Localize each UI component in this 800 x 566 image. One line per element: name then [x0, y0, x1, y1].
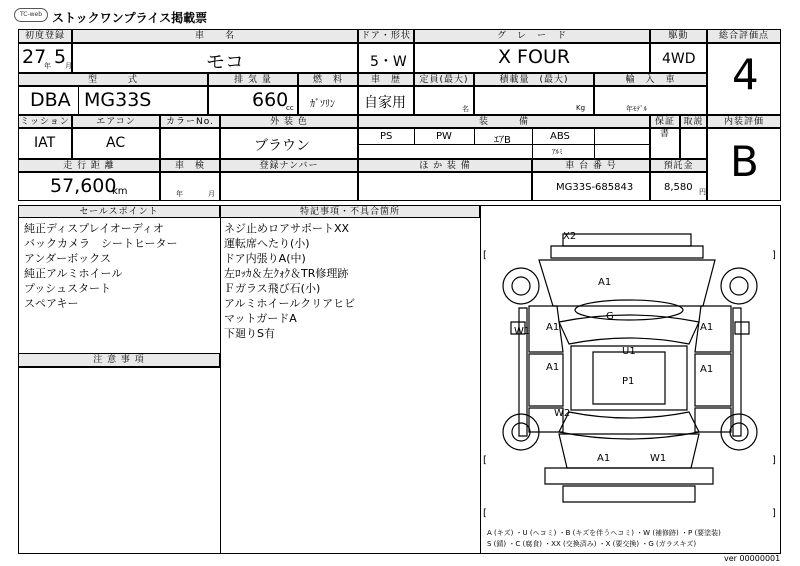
first-reg-year: 27: [22, 46, 47, 68]
label-exterior-color: 外 装 色: [220, 115, 358, 128]
import-note: 年ﾓﾃﾞﾙ: [626, 105, 647, 113]
label-recycle-fee: 預託金: [650, 159, 707, 172]
equip-col-1: [414, 128, 415, 144]
aircon-value: AC: [106, 135, 126, 151]
label-interior-score: 内装評価: [707, 115, 781, 128]
equip-alumi: ｱﾙﾐ: [552, 148, 563, 156]
first-reg-year-unit: 年: [44, 62, 51, 70]
inspection-month-unit: 月: [208, 190, 215, 198]
equip-col-3: [532, 128, 533, 159]
displacement-value: 660: [252, 89, 289, 111]
import-cell: [594, 86, 707, 115]
mark-left-rear-a1: A1: [546, 362, 560, 373]
label-manual: 取説: [680, 115, 707, 128]
model-prefix-value: DBA: [30, 89, 71, 111]
equip-airbag: ｴｱB: [494, 135, 511, 146]
special-notes-list: [224, 221, 355, 341]
label-warranty: 保証書: [650, 115, 680, 128]
sales-point-item: プッシュスタート: [24, 282, 112, 295]
other-equipment-cell: [358, 172, 532, 201]
form-title: ストックワンプライス掲載票: [52, 11, 208, 25]
displacement-unit: cc: [286, 104, 294, 112]
lower-divider-1: [220, 205, 221, 554]
car-name-value: モコ: [206, 51, 245, 73]
car-damage-diagram: [481, 206, 780, 526]
label-load: 積載量 (最大): [474, 73, 594, 86]
mission-value: IAT: [34, 135, 56, 151]
recycle-fee-value: 8,580: [664, 182, 693, 193]
legend-line-2: S (錆) ・C (腐食) ・XX (交換済み) ・X (要交換) ・G (ガラスキズ): [487, 540, 697, 548]
equip-ps: PS: [380, 131, 393, 142]
label-fuel: 燃 料: [298, 73, 358, 86]
recycle-fee-unit: 円: [699, 188, 706, 196]
label-capacity: 定員(最大): [414, 73, 474, 86]
rear-bumper: [545, 468, 713, 484]
mark-w2: W2: [554, 408, 571, 419]
load-unit: Kg: [576, 104, 586, 112]
label-displacement: 排 気 量: [208, 73, 298, 86]
grade-value: X FOUR: [498, 46, 571, 68]
version-label: ver 00000001: [724, 554, 781, 563]
mileage-unit: km: [112, 186, 128, 197]
special-note-item: Ｆガラス飛び石(小): [224, 282, 321, 295]
sales-point-item: スペアキー: [24, 297, 79, 310]
model-value: MG33S: [84, 89, 152, 111]
special-note-item: 下廻りS有: [224, 327, 275, 340]
special-note-item: 運転席へたり(小): [224, 237, 310, 250]
fuel-value: ｶﾞｿﾘﾝ: [310, 99, 335, 110]
mark-rear-a1: A1: [597, 453, 611, 464]
special-note-item: 左ﾛｯｶ＆左ｸｫｸ＆TR修理跡: [224, 267, 349, 280]
right-front-door: [695, 354, 731, 406]
sales-point-item: バックカメラ シートヒーター: [24, 237, 178, 250]
sales-point-item: 純正ディスプレイオーディオ: [24, 222, 164, 235]
mark-right-rear-a1: A1: [700, 364, 714, 375]
bracket-mid-right: ]: [772, 455, 776, 466]
label-overall-score: 総合評価点: [707, 29, 781, 43]
label-drive: 駆動: [650, 29, 707, 43]
equip-col-4: [594, 128, 595, 159]
bracket-top-left: [: [483, 250, 487, 261]
mark-rear-w1: W1: [650, 453, 667, 464]
vehicle-use-value: 自家用: [364, 95, 406, 111]
label-chassis-number: 車 台 番 号: [532, 159, 650, 172]
label-inspection: 車 検: [160, 159, 220, 172]
mark-front-a1: A1: [598, 277, 612, 288]
overall-score-value: 4: [732, 50, 759, 99]
mark-w1-left: W1: [514, 326, 531, 337]
label-color-no: カラーNo.: [160, 115, 220, 128]
interior-score-value: B: [730, 137, 759, 186]
mark-left-front-a1: A1: [546, 322, 560, 333]
label-mission: ミッション: [18, 115, 72, 128]
color-no-cell: [160, 128, 220, 159]
model-divider: [78, 86, 79, 115]
mileage-value: 57,600: [50, 175, 117, 197]
bracket-bottom-right: ]: [772, 508, 776, 519]
reg-number-cell: [220, 172, 358, 201]
front-bumper: [563, 234, 691, 246]
label-mileage: 走 行 距 離: [18, 159, 160, 172]
tc-web-logo: TC-web: [14, 8, 48, 22]
sales-point-item: 純正アルミホイール: [24, 267, 123, 280]
wheel-front-right: [721, 268, 757, 304]
label-vehicle-use: 車 歴: [358, 73, 414, 86]
bracket-mid-left: [: [483, 455, 487, 466]
drive-value: 4WD: [662, 51, 696, 67]
mark-p1: P1: [622, 376, 635, 387]
label-reg-number: 登録ナンバー: [220, 159, 358, 172]
label-door-shape: ドア・形状: [358, 29, 414, 43]
label-special-notes: 特記事項・不具合箇所: [220, 205, 480, 218]
warranty-cell: [650, 128, 680, 159]
door-shape-value: 5・W: [370, 54, 407, 70]
mark-x2: X2: [563, 231, 577, 242]
exterior-color-value: ブラウン: [254, 138, 310, 154]
special-note-item: ドア内張りA(中): [224, 252, 306, 265]
rear-lower-panel: [563, 486, 695, 502]
equip-col-2: [474, 128, 475, 144]
hood: [539, 260, 715, 306]
label-first-reg: 初度登録: [18, 29, 72, 43]
wheel-front-left: [503, 268, 539, 304]
label-import: 輸 入 車: [594, 73, 707, 86]
label-car-name: 車 名: [72, 29, 358, 43]
sales-point-item: アンダーボックス: [24, 252, 112, 265]
special-note-item: ネジ止めロアサポートXX: [224, 222, 350, 235]
bracket-bottom-left: [: [483, 508, 487, 519]
mark-g: G: [606, 311, 614, 322]
front-bumper-lip: [551, 246, 703, 258]
chassis-number-value: MG33S-685843: [556, 182, 634, 193]
sales-points-list: [24, 221, 178, 311]
label-equipment: 装 備: [358, 115, 650, 128]
label-grade: グ レ ー ド: [414, 29, 650, 43]
equip-abs: ABS: [550, 131, 570, 142]
manual-cell: [680, 128, 707, 159]
special-note-item: アルミホイールクリアヒビ: [224, 297, 356, 310]
label-cautions: 注 意 事 項: [18, 353, 220, 367]
equip-pw: PW: [436, 131, 452, 142]
label-sales-points: セールスポイント: [18, 205, 220, 218]
label-model: 型 式: [18, 73, 208, 86]
label-other-equipment: ほ か 装 備: [358, 159, 532, 172]
first-reg-month-unit: 月: [65, 62, 72, 70]
rear-glass: [559, 412, 699, 439]
cautions-divider: [18, 367, 220, 368]
capacity-unit: 名: [462, 105, 469, 113]
special-note-item: マットガードA: [224, 312, 297, 325]
mark-u1: U1: [622, 346, 636, 357]
legend-line-1: A (キズ) ・U (ヘコミ) ・B (キズを伴うヘコミ) ・W (補修跡) ・P (要塗装): [487, 529, 721, 537]
windshield: [559, 315, 699, 344]
label-aircon: エアコン: [72, 115, 160, 128]
first-reg-month: 5: [54, 46, 67, 68]
bracket-top-right: ]: [772, 250, 776, 261]
right-mirror: [735, 322, 749, 334]
right-rocker: [733, 308, 741, 436]
mark-right-front-a1: A1: [700, 322, 714, 333]
inspection-year-unit: 年: [176, 190, 183, 198]
